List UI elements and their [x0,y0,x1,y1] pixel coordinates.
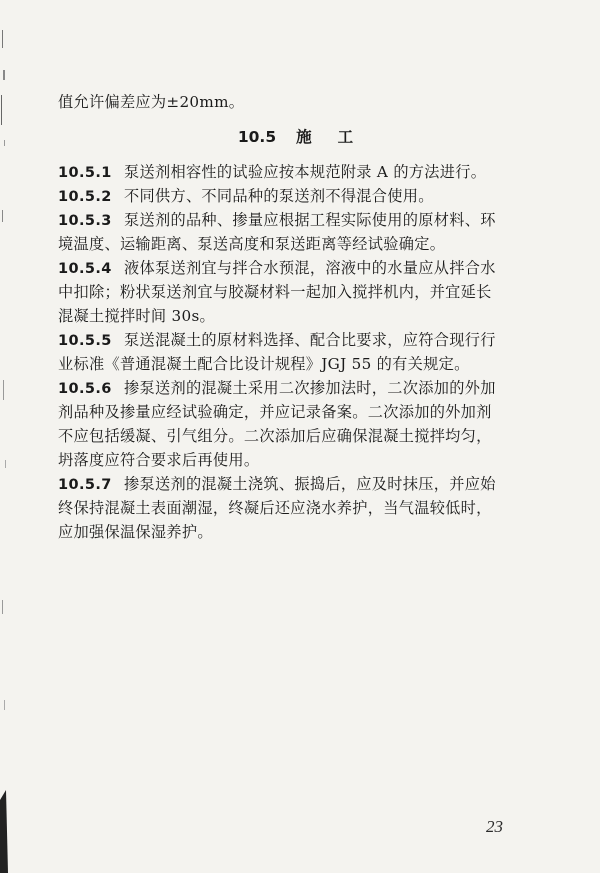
clause-text-cont: 混凝土搅拌时间 30s。 [58,307,216,325]
clause-text-cont: 剂品种及掺量应经试验确定，并应记录备案。二次添加的外加剂 [58,403,492,421]
clause-text-cont: 坍落度应符合要求后再使用。 [58,451,260,469]
clause-10-5-6 [58,378,496,399]
clause-text: 泵送剂的品种、掺量应根据工程实际使用的原材料、环 [124,211,496,229]
clause-10-5-1 [58,162,486,183]
clause-number: 10.5.3 [58,213,112,229]
clause-text: 掺泵送剂的混凝土采用二次掺加法时，二次添加的外加 [124,379,496,397]
clause-number: 10.5.6 [58,381,112,397]
clause-text: 泵送剂相容性的试验应按本规范附录 A 的方法进行。 [124,163,487,181]
clause-10-5-5 [58,330,496,351]
top-fragment: 值允许偏差应为±20mm。 [58,93,245,111]
clause-text: 掺泵送剂的混凝土浇筑、振捣后，应及时抹压，并应始 [124,475,496,493]
clause-number: 10.5.7 [58,477,112,493]
clause-10-5-7 [58,474,496,495]
clause-number: 10.5.2 [58,189,112,205]
clause-text-cont: 中扣除；粉状泵送剂宜与胶凝材料一起加入搅拌机内，并宜延长 [58,283,492,301]
clause-10-5-4 [58,258,496,279]
clause-text: 不同供方、不同品种的泵送剂不得混合使用。 [124,187,434,205]
page-number: 23 [486,817,503,836]
clause-number: 10.5.1 [58,165,112,181]
clause-text-cont: 应加强保温保湿养护。 [58,523,213,541]
section-heading [58,127,533,147]
clause-10-5-2 [58,186,434,207]
clause-text-cont: 境温度、运输距离、泵送高度和泵送距离等经试验确定。 [58,235,446,253]
clause-text-cont: 不应包括缓凝、引气组分。二次添加后应确保混凝土搅拌均匀， [58,427,492,445]
clause-10-5-3 [58,210,496,231]
scan-edge-artifacts [0,0,16,873]
clause-number: 10.5.4 [58,261,112,277]
clause-number: 10.5.5 [58,333,112,349]
section-number: 10.5 [237,128,277,146]
clause-text: 泵送混凝土的原材料选择、配合比要求，应符合现行行 [124,331,496,349]
clause-text-cont: 业标准《普通混凝土配合比设计规程》JGJ 55 的有关规定。 [58,355,470,373]
section-title-char-2: 工 [337,128,354,146]
clause-text: 液体泵送剂宜与拌合水预混，溶液中的水量应从拌合水 [124,259,496,277]
clause-text-cont: 终保持混凝土表面潮湿，终凝后还应浇水养护，当气温较低时， [58,499,492,517]
section-title-char-1: 施 [296,128,312,146]
